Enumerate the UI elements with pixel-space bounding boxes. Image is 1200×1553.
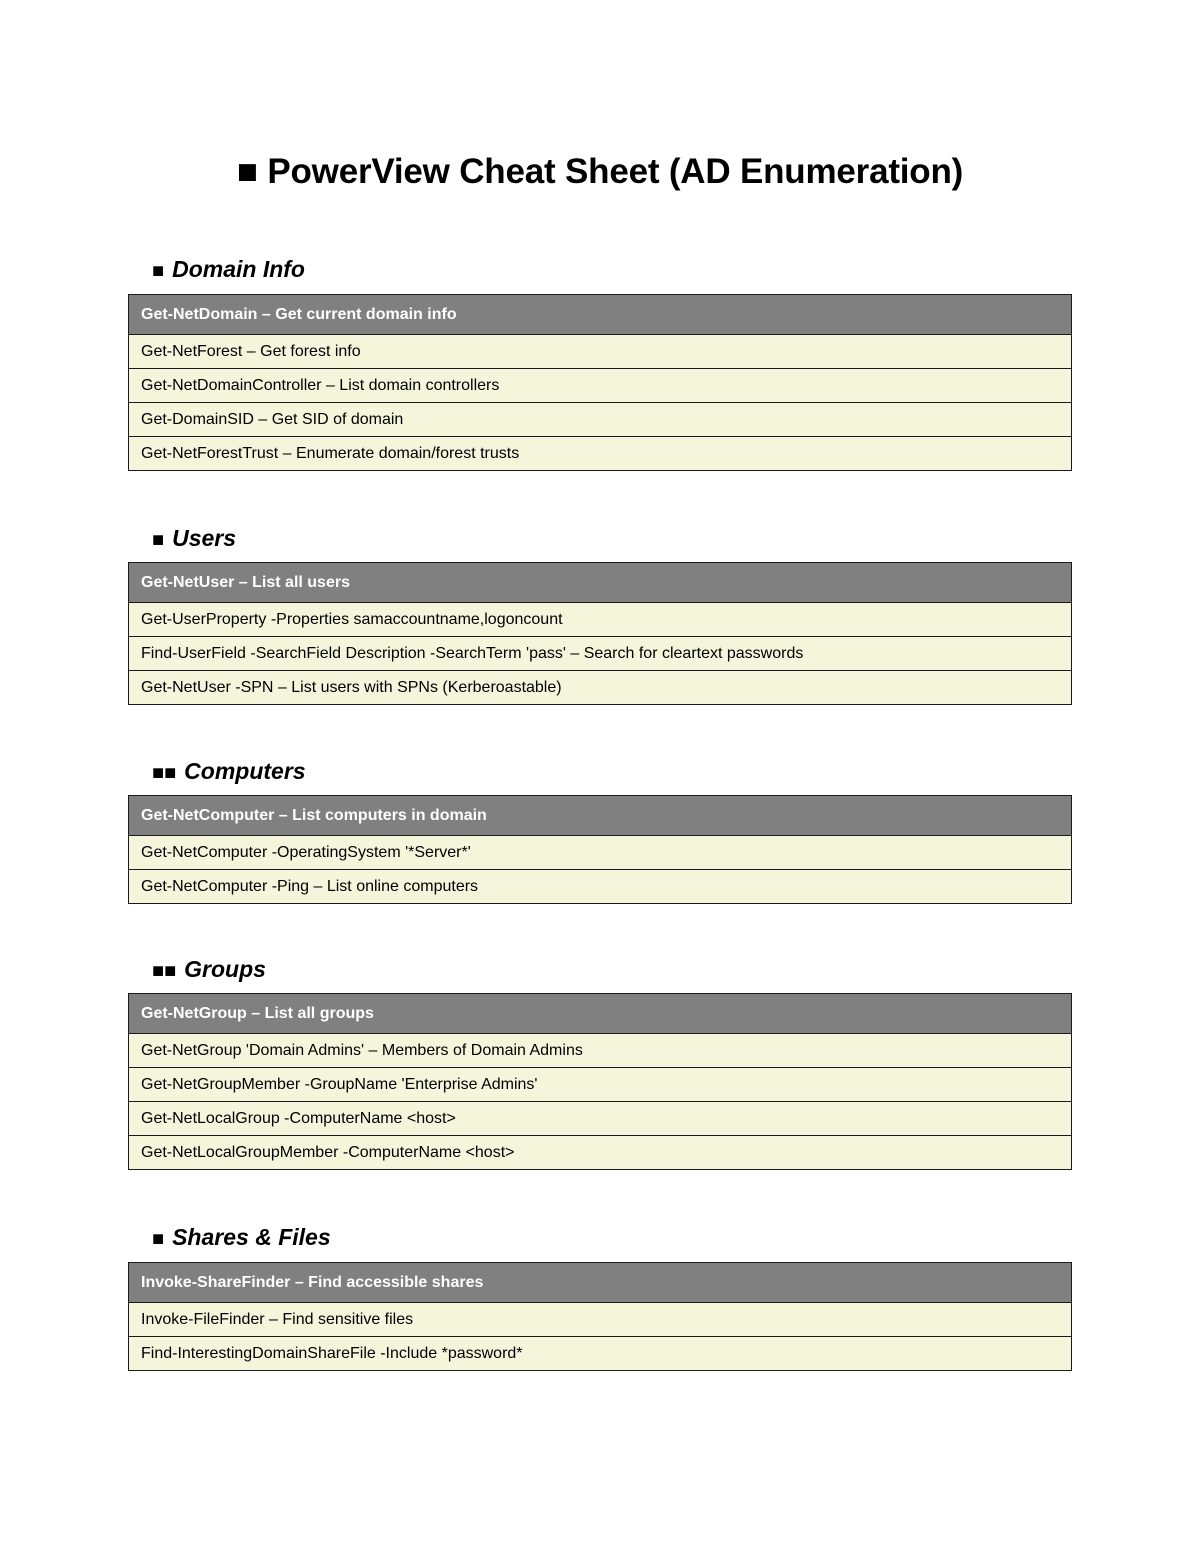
section-heading-shares-files	[152, 1224, 331, 1251]
table-row	[129, 836, 1072, 870]
section-marker: ■	[152, 529, 165, 551]
section-heading-text: Computers	[184, 758, 306, 784]
command-cell: Get-NetDomainController – List domain controllers	[129, 369, 1072, 403]
table-row	[129, 1303, 1072, 1337]
section-heading-users	[152, 525, 236, 552]
section-heading-groups	[152, 956, 266, 983]
table-row	[129, 335, 1072, 369]
page-title: ■ PowerView Cheat Sheet (AD Enumeration)	[236, 152, 964, 191]
groups-table	[128, 993, 1072, 1170]
command-cell: Find-InterestingDomainShareFile -Include *password*	[129, 1337, 1072, 1371]
section-heading-text: Groups	[184, 956, 266, 982]
command-cell: Find-UserField -SearchField Description -SearchTerm 'pass' – Search for cleartext passwords	[129, 637, 1072, 671]
section-heading-computers	[152, 758, 306, 785]
command-cell: Get-NetLocalGroupMember -ComputerName <host>	[129, 1136, 1072, 1170]
header-cell: Get-NetGroup – List all groups	[129, 994, 1072, 1034]
users-table	[128, 562, 1072, 705]
table-row	[129, 637, 1072, 671]
table-row	[129, 437, 1072, 471]
table-row	[129, 671, 1072, 705]
table-row	[129, 870, 1072, 904]
header-cell: Get-NetComputer – List computers in domain	[129, 796, 1072, 836]
section-marker: ■■	[152, 960, 177, 982]
table-header-row	[129, 796, 1072, 836]
table-row	[129, 1136, 1072, 1170]
section-heading-text: Domain Info	[172, 256, 305, 282]
command-cell: Get-DomainSID – Get SID of domain	[129, 403, 1072, 437]
table-header-row	[129, 994, 1072, 1034]
table-row	[129, 1102, 1072, 1136]
command-cell: Get-UserProperty -Properties samaccountname,logoncount	[129, 603, 1072, 637]
command-cell: Get-NetForestTrust – Enumerate domain/forest trusts	[129, 437, 1072, 471]
command-cell: Get-NetForest – Get forest info	[129, 335, 1072, 369]
table-row	[129, 603, 1072, 637]
shares-files-table	[128, 1262, 1072, 1371]
section-heading-domain-info	[152, 256, 305, 283]
command-cell: Get-NetGroup 'Domain Admins' – Members of Domain Admins	[129, 1034, 1072, 1068]
table-row	[129, 403, 1072, 437]
header-cell: Get-NetUser – List all users	[129, 563, 1072, 603]
header-cell: Get-NetDomain – Get current domain info	[129, 295, 1072, 335]
command-cell: Get-NetGroupMember -GroupName 'Enterprise Admins'	[129, 1068, 1072, 1102]
command-cell: Get-NetComputer -OperatingSystem '*Server*'	[129, 836, 1072, 870]
command-cell: Get-NetComputer -Ping – List online computers	[129, 870, 1072, 904]
header-cell: Invoke-ShareFinder – Find accessible shares	[129, 1263, 1072, 1303]
domain-info-table	[128, 294, 1072, 471]
section-heading-text: Shares & Files	[172, 1224, 331, 1250]
section-heading-text: Users	[172, 525, 237, 551]
section-marker: ■	[152, 1228, 165, 1250]
table-header-row	[129, 1263, 1072, 1303]
command-cell: Get-NetLocalGroup -ComputerName <host>	[129, 1102, 1072, 1136]
section-marker: ■■	[152, 762, 177, 784]
table-header-row	[129, 563, 1072, 603]
command-cell: Get-NetUser -SPN – List users with SPNs (Kerberoastable)	[129, 671, 1072, 705]
table-row	[129, 1068, 1072, 1102]
table-row	[129, 1337, 1072, 1371]
table-row	[129, 1034, 1072, 1068]
computers-table	[128, 795, 1072, 904]
section-marker: ■	[152, 260, 165, 282]
command-cell: Invoke-FileFinder – Find sensitive files	[129, 1303, 1072, 1337]
table-header-row	[129, 295, 1072, 335]
table-row	[129, 369, 1072, 403]
